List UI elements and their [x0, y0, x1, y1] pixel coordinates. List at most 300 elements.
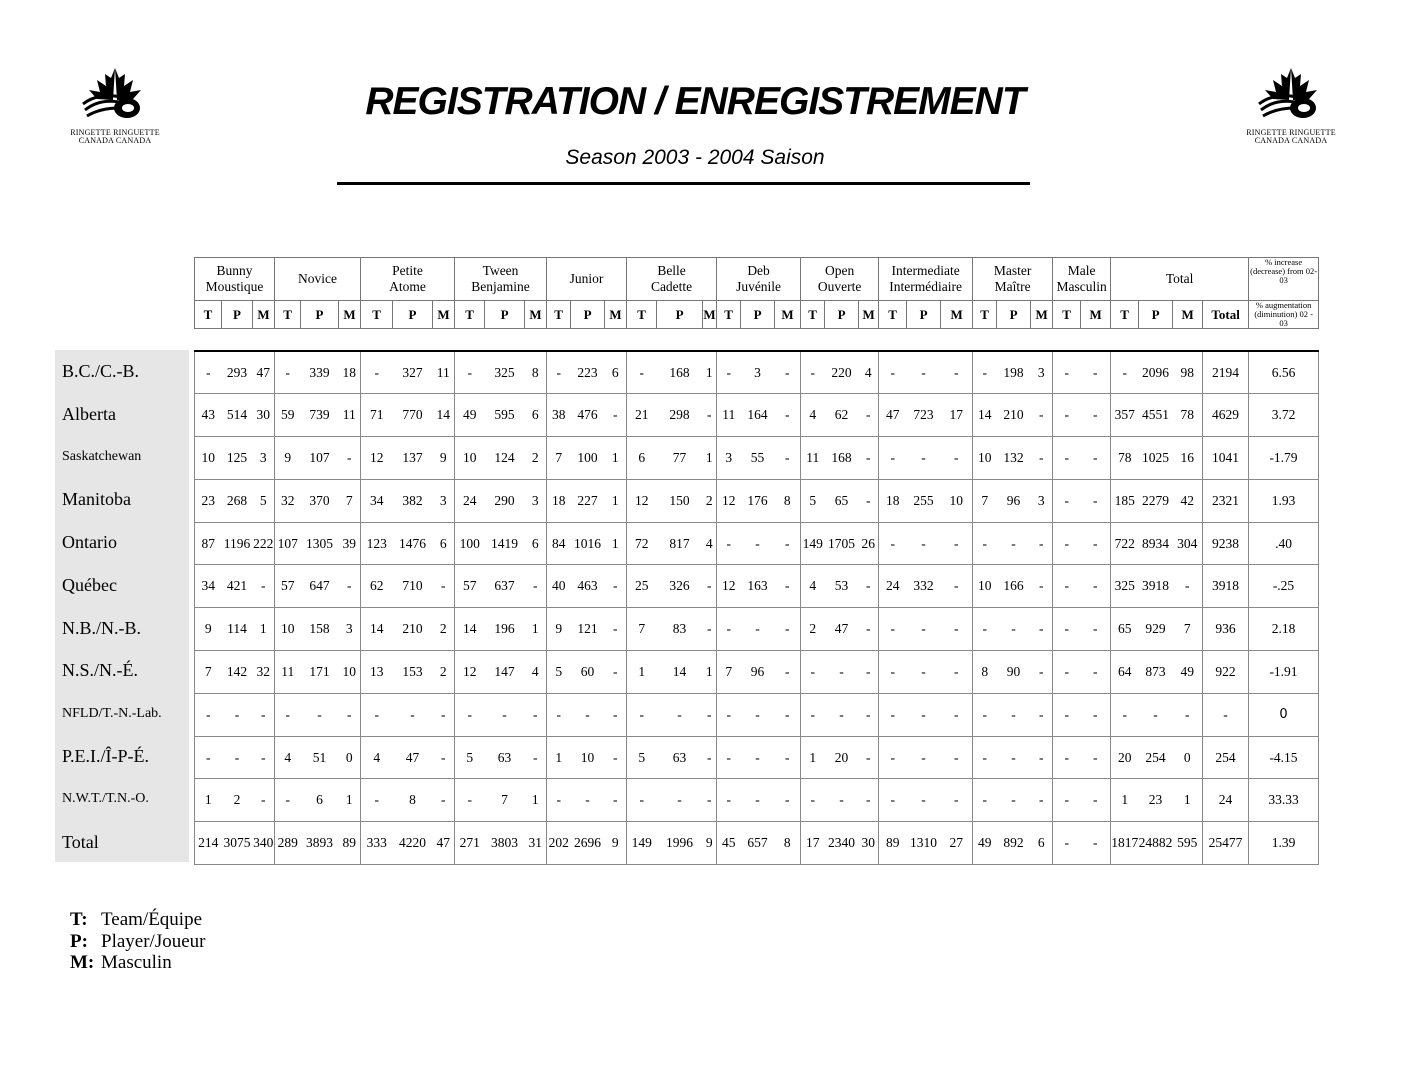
table-cell: 6	[301, 779, 339, 822]
table-cell: 4	[801, 394, 825, 437]
table-cell: 1	[627, 651, 657, 694]
table-cell: -	[222, 693, 253, 736]
table-cell: -	[941, 693, 973, 736]
table-cell: 2	[703, 479, 717, 522]
table-cell: 171	[301, 651, 339, 694]
table-cell: 34	[361, 479, 393, 522]
table-cell: 7	[339, 479, 361, 522]
table-cell: 14	[657, 651, 703, 694]
table-cell: 0	[1173, 736, 1203, 779]
table-cell: 929	[1139, 608, 1173, 651]
table-cell: 10	[275, 608, 301, 651]
table-cell: 3	[1031, 479, 1053, 522]
table-cell: -	[879, 736, 907, 779]
sub-header: T	[973, 301, 997, 329]
category-name: Novice	[298, 271, 338, 286]
table-cell: -	[997, 736, 1031, 779]
sub-header: P	[997, 301, 1031, 329]
table-cell: 40	[547, 565, 571, 608]
table-cell: -	[775, 565, 801, 608]
row-total-cell: 24	[1203, 779, 1249, 822]
table-cell: -	[717, 736, 741, 779]
table-cell: 326	[657, 565, 703, 608]
table-cell: 223	[571, 351, 605, 394]
table-cell: 2096	[1139, 351, 1173, 394]
table-cell: 196	[485, 608, 525, 651]
category-name: Male	[1067, 263, 1096, 278]
table-cell: 4	[859, 351, 879, 394]
table-cell: -	[1081, 651, 1111, 694]
table-cell: 11	[801, 437, 825, 480]
table-cell: 9	[275, 437, 301, 480]
table-cell: 770	[393, 394, 433, 437]
category-header	[627, 258, 717, 301]
table-cell: -	[571, 779, 605, 822]
pct-change-cell: 3.72	[1249, 394, 1319, 437]
table-cell: -	[973, 608, 997, 651]
table-cell: -	[1053, 608, 1081, 651]
table-row	[195, 736, 1319, 779]
table-cell: 4	[275, 736, 301, 779]
table-cell: 89	[339, 822, 361, 865]
table-cell: 10	[339, 651, 361, 694]
table-cell: 132	[997, 437, 1031, 480]
sub-header: M	[433, 301, 455, 329]
legend-item	[70, 909, 205, 931]
table-cell: 12	[627, 479, 657, 522]
table-cell: 18	[879, 479, 907, 522]
table-cell: -	[1031, 651, 1053, 694]
table-cell: -	[485, 693, 525, 736]
table-cell: 1	[605, 437, 627, 480]
category-name-fr: Intermédiaire	[889, 279, 962, 294]
sub-header: M	[775, 301, 801, 329]
table-row	[195, 779, 1319, 822]
sub-header: M	[339, 301, 361, 329]
category-header	[801, 258, 879, 301]
table-cell: 7	[547, 437, 571, 480]
table-cell: 7	[485, 779, 525, 822]
table-cell: 3	[741, 351, 775, 394]
table-cell: 10	[195, 437, 222, 480]
table-cell: 2	[801, 608, 825, 651]
table-cell: 158	[301, 608, 339, 651]
table-cell: 1	[339, 779, 361, 822]
table-cell: 59	[275, 394, 301, 437]
table-cell: 8934	[1139, 522, 1173, 565]
table-cell: 1	[195, 779, 222, 822]
sub-header: M	[859, 301, 879, 329]
row-total-cell: 3918	[1203, 565, 1249, 608]
table-cell: -	[879, 779, 907, 822]
table-cell: 47	[433, 822, 455, 865]
table-cell: -	[547, 351, 571, 394]
table-cell: 49	[455, 394, 485, 437]
sub-header: T	[361, 301, 393, 329]
table-cell: -	[1139, 693, 1173, 736]
table-cell: -	[775, 779, 801, 822]
sub-header: P	[907, 301, 941, 329]
table-cell: -	[1081, 394, 1111, 437]
sub-header: P	[485, 301, 525, 329]
table-cell: -	[195, 693, 222, 736]
sub-header: M	[253, 301, 275, 329]
row-total-cell: 25477	[1203, 822, 1249, 865]
table-cell: 3	[339, 608, 361, 651]
table-cell: 49	[1173, 651, 1203, 694]
table-cell: -	[801, 351, 825, 394]
logo-text: RINGETTE RINGUETTE CANADA CANADA	[1246, 128, 1336, 145]
table-cell: -	[907, 437, 941, 480]
table-cell: 595	[485, 394, 525, 437]
table-cell: -	[879, 437, 907, 480]
category-header	[973, 258, 1053, 301]
table-cell: -	[253, 693, 275, 736]
table-cell: -	[907, 693, 941, 736]
page-title: REGISTRATION / ENREGISTREMENT	[365, 80, 1025, 123]
table-cell: -	[1053, 693, 1081, 736]
table-cell: -	[605, 779, 627, 822]
table-cell: -	[1173, 693, 1203, 736]
table-cell: 222	[253, 522, 275, 565]
sub-header: T	[801, 301, 825, 329]
category-name-fr: Atome	[389, 279, 426, 294]
table-cell: -	[907, 736, 941, 779]
table-cell: 124	[485, 437, 525, 480]
table-cell: 227	[571, 479, 605, 522]
pct-change-cell: 2.18	[1249, 608, 1319, 651]
table-cell: -	[741, 522, 775, 565]
table-cell: 340	[253, 822, 275, 865]
table-cell: -	[657, 693, 703, 736]
sub-header: M	[525, 301, 547, 329]
table-cell: -	[547, 779, 571, 822]
table-cell: 3918	[1139, 565, 1173, 608]
table-cell: -	[973, 522, 997, 565]
table-cell: 62	[825, 394, 859, 437]
table-cell: -	[605, 565, 627, 608]
table-cell: 4551	[1139, 394, 1173, 437]
pct-change-cell: 0	[1249, 693, 1319, 736]
legend-text: Team/Équipe	[101, 909, 203, 930]
table-cell: 31	[525, 822, 547, 865]
table-cell: 220	[825, 351, 859, 394]
table-cell: 3893	[301, 822, 339, 865]
table-cell: 2	[222, 779, 253, 822]
table-cell: -	[301, 693, 339, 736]
table-cell: 325	[1111, 565, 1139, 608]
table-cell: 1996	[657, 822, 703, 865]
table-cell: 1	[801, 736, 825, 779]
table-cell: 817	[657, 522, 703, 565]
table-row	[195, 608, 1319, 651]
table-cell: 47	[253, 351, 275, 394]
table-cell: -	[605, 651, 627, 694]
table-cell: 9	[195, 608, 222, 651]
category-name-fr: Moustique	[205, 279, 264, 294]
page-subtitle: Season 2003 - 2004 Saison	[565, 146, 825, 169]
table-cell: 8	[775, 822, 801, 865]
ringette-canada-logo-left	[60, 66, 170, 145]
row-total-cell: 1041	[1203, 437, 1249, 480]
table-cell: -	[1031, 565, 1053, 608]
table-cell: 11	[717, 394, 741, 437]
category-header	[195, 258, 275, 301]
table-cell: 657	[741, 822, 775, 865]
table-cell: 168	[657, 351, 703, 394]
table-cell: 2340	[825, 822, 859, 865]
sub-header: P	[393, 301, 433, 329]
table-cell: -	[1053, 651, 1081, 694]
table-cell: 289	[275, 822, 301, 865]
table-cell: -	[879, 608, 907, 651]
table-cell: -	[275, 779, 301, 822]
table-cell: -	[1031, 394, 1053, 437]
table-cell: -	[339, 565, 361, 608]
header-table	[194, 257, 1319, 329]
table-cell: 9	[605, 822, 627, 865]
table-cell: 12	[717, 565, 741, 608]
row-total-cell: -	[1203, 693, 1249, 736]
table-cell: 271	[455, 822, 485, 865]
table-cell: 153	[393, 651, 433, 694]
table-cell: -	[941, 437, 973, 480]
category-name: Deb	[747, 263, 770, 278]
table-cell: 21	[627, 394, 657, 437]
table-cell: -	[1081, 437, 1111, 480]
table-row	[195, 437, 1319, 480]
table-cell: -	[801, 693, 825, 736]
table-cell: 123	[361, 522, 393, 565]
table-cell: -	[859, 394, 879, 437]
sub-header: T	[275, 301, 301, 329]
table-cell: 7	[195, 651, 222, 694]
sub-header: M	[1031, 301, 1053, 329]
table-cell: 7	[627, 608, 657, 651]
table-cell: 14	[433, 394, 455, 437]
pct-change-cell: -1.79	[1249, 437, 1319, 480]
table-cell: -	[1053, 779, 1081, 822]
category-header	[1111, 258, 1249, 301]
table-cell: -	[775, 351, 801, 394]
table-cell: 7	[973, 479, 997, 522]
sub-header: T	[627, 301, 657, 329]
sub-header: P	[657, 301, 703, 329]
table-cell: 24	[455, 479, 485, 522]
table-cell: -	[859, 608, 879, 651]
table-cell: -	[1053, 822, 1081, 865]
table-cell: 3	[433, 479, 455, 522]
table-cell: -	[1111, 693, 1139, 736]
table-row	[195, 693, 1319, 736]
table-cell: 873	[1139, 651, 1173, 694]
table-cell: 214	[195, 822, 222, 865]
table-cell: -	[1053, 565, 1081, 608]
table-cell: 77	[657, 437, 703, 480]
table-cell: -	[433, 736, 455, 779]
category-name: Belle	[657, 263, 686, 278]
table-cell: 4	[525, 651, 547, 694]
category-name-fr: Masculin	[1056, 279, 1107, 294]
table-cell: -	[605, 394, 627, 437]
table-cell: -	[703, 394, 717, 437]
table-cell: -	[941, 565, 973, 608]
table-cell: -	[879, 522, 907, 565]
sub-header: P	[301, 301, 339, 329]
legend-text: Masculin	[101, 952, 172, 973]
table-cell: -	[195, 736, 222, 779]
table-cell: 5	[547, 651, 571, 694]
table-cell: -	[801, 651, 825, 694]
sub-header: M	[703, 301, 717, 329]
table-cell: 0	[339, 736, 361, 779]
table-cell: -	[859, 437, 879, 480]
table-cell: -	[1173, 565, 1203, 608]
table-cell: 65	[1111, 608, 1139, 651]
table-cell: 210	[393, 608, 433, 651]
table-cell: -	[1031, 608, 1053, 651]
table-cell: 722	[1111, 522, 1139, 565]
table-cell: -	[973, 693, 997, 736]
sub-header: P	[222, 301, 253, 329]
table-cell: -	[703, 565, 717, 608]
table-cell: 64	[1111, 651, 1139, 694]
table-cell: 96	[741, 651, 775, 694]
table-cell: 23	[1139, 779, 1173, 822]
table-cell: -	[741, 736, 775, 779]
table-cell: 1196	[222, 522, 253, 565]
table-cell: -	[525, 736, 547, 779]
table-cell: -	[627, 779, 657, 822]
table-cell: 84	[547, 522, 571, 565]
table-cell: 78	[1111, 437, 1139, 480]
row-total-cell: 4629	[1203, 394, 1249, 437]
category-name: Junior	[569, 271, 604, 286]
table-cell: -	[941, 522, 973, 565]
table-cell: -	[859, 736, 879, 779]
category-name: Petite	[392, 263, 423, 278]
table-cell: -	[1031, 437, 1053, 480]
province-label: N.W.T./T.N.-O.	[62, 791, 149, 807]
table-cell: 3	[1031, 351, 1053, 394]
table-cell: 6	[525, 522, 547, 565]
table-cell: -	[741, 693, 775, 736]
table-cell: -	[339, 437, 361, 480]
table-cell: 1	[547, 736, 571, 779]
table-cell: 304	[1173, 522, 1203, 565]
table-cell: 5	[253, 479, 275, 522]
table-cell: 2	[433, 608, 455, 651]
province-label: P.E.I./Î-P-É.	[62, 746, 149, 767]
table-cell: 4220	[393, 822, 433, 865]
sub-header: M	[1081, 301, 1111, 329]
province-label: N.B./N.-B.	[62, 617, 142, 638]
table-cell: -	[859, 693, 879, 736]
table-cell: -	[275, 351, 301, 394]
table-cell: -	[703, 693, 717, 736]
table-cell: -	[1031, 779, 1053, 822]
table-cell: 49	[973, 822, 997, 865]
table-cell: -	[907, 651, 941, 694]
table-cell: 1305	[301, 522, 339, 565]
table-cell: 24	[879, 565, 907, 608]
category-name-fr: Maître	[994, 279, 1031, 294]
table-cell: 9	[433, 437, 455, 480]
table-cell: 20	[825, 736, 859, 779]
table-cell: 53	[825, 565, 859, 608]
table-cell: -	[1081, 736, 1111, 779]
table-cell: 168	[825, 437, 859, 480]
table-cell: -	[825, 779, 859, 822]
table-cell: 7	[717, 651, 741, 694]
table-cell: 18	[339, 351, 361, 394]
table-cell: -	[1081, 779, 1111, 822]
table-cell: 30	[859, 822, 879, 865]
table-cell: 647	[301, 565, 339, 608]
category-name: Master	[993, 263, 1032, 278]
table-cell: 11	[275, 651, 301, 694]
table-cell: 723	[907, 394, 941, 437]
table-cell: -	[717, 608, 741, 651]
table-cell: -	[253, 779, 275, 822]
table-cell: 4	[361, 736, 393, 779]
table-cell: 96	[997, 479, 1031, 522]
pct-change-cell: 6.56	[1249, 351, 1319, 394]
table-cell: -	[775, 736, 801, 779]
table-cell: 30	[253, 394, 275, 437]
province-label: NFLD/T.-N.-Lab.	[62, 705, 162, 721]
table-cell: 164	[741, 394, 775, 437]
pct-change-cell: .40	[1249, 522, 1319, 565]
table-cell: 114	[222, 608, 253, 651]
table-cell: -	[1081, 608, 1111, 651]
category-name: Intermediate	[891, 263, 960, 278]
table-cell: 210	[997, 394, 1031, 437]
table-cell: 3803	[485, 822, 525, 865]
table-cell: -	[1031, 522, 1053, 565]
table-cell: 63	[485, 736, 525, 779]
table-cell: 17	[941, 394, 973, 437]
sub-header: T	[1111, 301, 1139, 329]
table-cell: 4	[703, 522, 717, 565]
pct-change-cell: -1.91	[1249, 651, 1319, 694]
table-cell: 9	[547, 608, 571, 651]
table-cell: -	[741, 779, 775, 822]
province-label: Alberta	[62, 403, 116, 424]
table-cell: -	[605, 608, 627, 651]
table-cell: 1	[703, 351, 717, 394]
table-cell: 1	[703, 437, 717, 480]
table-cell: 107	[301, 437, 339, 480]
legend-item	[70, 952, 205, 974]
table-cell: -	[547, 693, 571, 736]
table-cell: 23	[195, 479, 222, 522]
row-labels	[55, 350, 189, 862]
table-cell: -	[907, 608, 941, 651]
table-cell: -	[859, 651, 879, 694]
table-cell: 1705	[825, 522, 859, 565]
province-label: B.C./C.-B.	[62, 360, 140, 381]
table-cell: 12	[361, 437, 393, 480]
table-cell: -	[973, 779, 997, 822]
table-cell: -	[717, 522, 741, 565]
table-cell: 8	[775, 479, 801, 522]
table-cell: 1	[605, 479, 627, 522]
table-cell: -	[775, 651, 801, 694]
sub-header: P	[741, 301, 775, 329]
table-cell: 142	[222, 651, 253, 694]
table-cell: 3075	[222, 822, 253, 865]
